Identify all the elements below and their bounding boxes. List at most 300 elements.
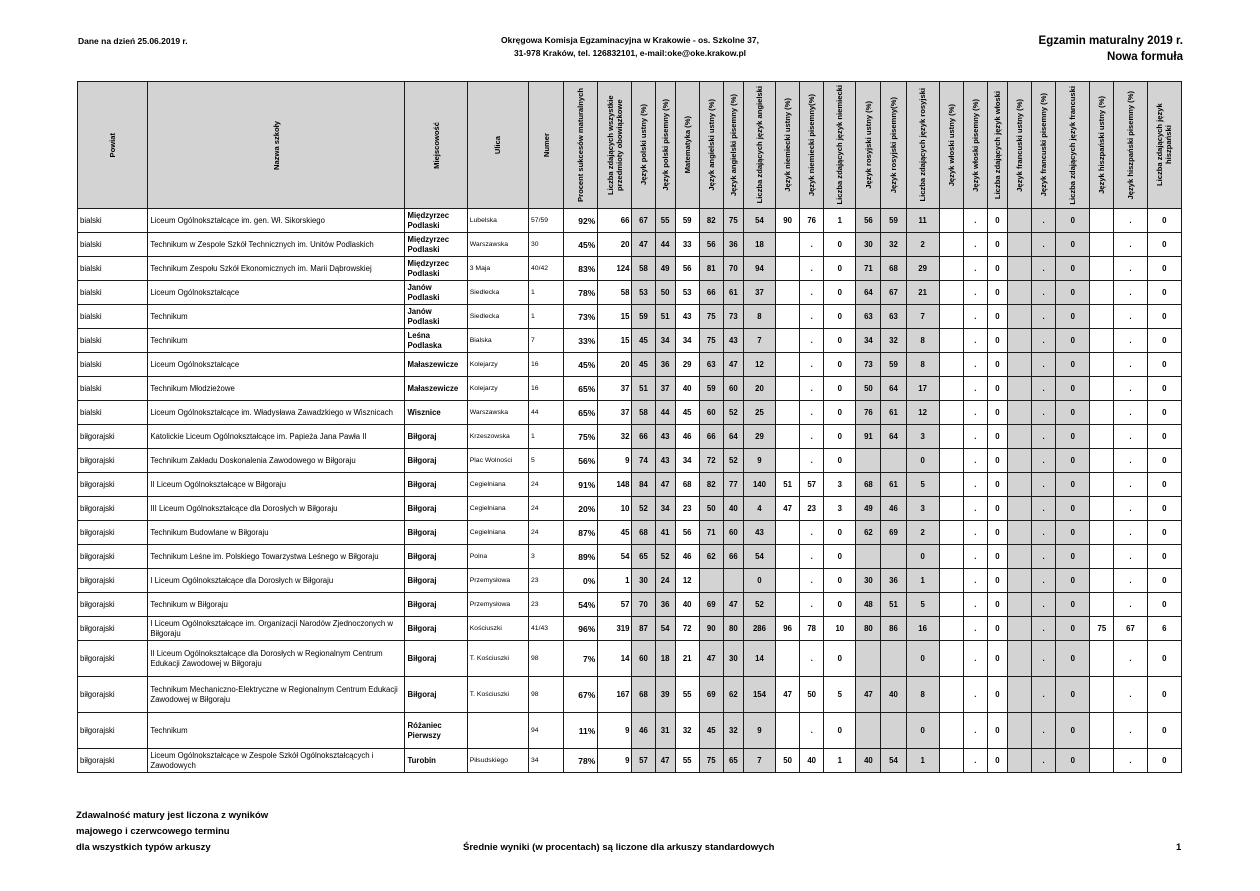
column-header-label: Liczba zdających język francuski [1068,85,1078,205]
table-cell: . [963,545,987,569]
column-header-label: Język hiszpański pisemny (%) [1125,90,1135,200]
table-cell: 33 [675,233,699,257]
table-cell: II Liceum Ogólnokształcące w Biłgoraju [148,473,405,497]
table-cell: 0 [987,569,1007,593]
table-cell: Liceum Ogólnokształcące [148,281,405,305]
table-cell: 0 [987,617,1007,641]
table-row [78,677,1182,713]
table-row [78,257,1182,281]
table-cell [1007,497,1031,521]
table-cell: 0 [906,713,939,749]
table-cell: . [963,353,987,377]
table-cell [1007,257,1031,281]
table-cell: 78% [564,281,598,305]
column-header-label: Matematyka (%) [682,116,692,174]
table-cell: 20% [564,497,598,521]
table-cell: 56 [675,257,699,281]
table-cell: Technikum [148,713,405,749]
table-cell: 36 [655,593,675,617]
column-header [881,82,906,209]
table-cell: 82 [699,209,723,233]
column-header-label: Język francuski pisemny (%) [1039,93,1049,197]
table-cell: Cegielniana [467,497,528,521]
table-cell: 0 [1147,521,1181,545]
table-cell: 0 [1147,449,1181,473]
column-header [699,82,723,209]
table-cell: . [800,425,824,449]
table-row [78,305,1182,329]
table-cell: 0 [987,593,1007,617]
table-cell: . [800,353,824,377]
table-cell: 62 [699,545,723,569]
table-cell: 18 [743,233,775,257]
table-cell: Warszawska [467,401,528,425]
table-cell: 0 [987,281,1007,305]
table-cell: . [800,281,824,305]
table-cell: 1 [824,209,856,233]
table-cell: 67 [632,209,655,233]
table-cell [1007,545,1031,569]
table-cell: bialski [78,353,148,377]
table-cell: 1 [906,569,939,593]
table-cell: bialski [78,281,148,305]
table-cell: 48 [856,593,881,617]
table-cell: 23 [675,497,699,521]
table-cell: 45 [632,329,655,353]
table-cell: 50 [699,497,723,521]
table-cell: 23 [529,593,564,617]
table-cell [939,353,963,377]
table-cell: 64 [881,377,906,401]
table-cell: 36 [723,233,743,257]
table-cell [1090,473,1114,497]
table-cell: 54 [743,545,775,569]
table-cell: 1 [529,281,564,305]
table-cell: 0 [1056,353,1090,377]
table-cell: 0 [1056,545,1090,569]
table-cell [939,305,963,329]
table-cell: 23 [529,569,564,593]
column-header [405,82,467,209]
table-cell: 0 [1147,677,1181,713]
column-header [564,82,598,209]
table-row [78,425,1182,449]
table-cell: 70 [723,257,743,281]
table-cell: 53 [632,281,655,305]
table-cell: 2 [906,521,939,545]
column-header-label: Liczba zdających język hiszpański [1155,103,1174,187]
table-row [78,521,1182,545]
table-cell: 62 [856,521,881,545]
table-cell: 66 [699,281,723,305]
table-row [78,401,1182,425]
table-cell: 0 [906,449,939,473]
table-cell: . [800,569,824,593]
table-row [78,473,1182,497]
table-cell [1007,593,1031,617]
table-cell: Technikum [148,329,405,353]
table-cell: Biłgoraj [405,641,467,677]
table-cell: 0 [1056,425,1090,449]
table-cell: . [800,713,824,749]
table-cell [776,545,800,569]
table-cell: 91 [856,425,881,449]
column-header [78,82,148,209]
table-cell: 124 [598,257,632,281]
table-cell: biłgorajski [78,569,148,593]
table-cell: 16 [529,353,564,377]
table-cell [723,569,743,593]
table-cell: . [963,209,987,233]
table-cell: 37 [598,401,632,425]
table-cell: 34 [856,329,881,353]
table-cell: Biłgoraj [405,617,467,641]
table-cell: 57/59 [529,209,564,233]
table-cell [776,377,800,401]
table-cell: 23 [800,497,824,521]
table-cell: biłgorajski [78,497,148,521]
table-cell [1090,749,1114,773]
table-cell: 0 [743,569,775,593]
table-cell: Technikum Zespołu Szkół Ekonomicznych im. Marii Dąbrowskiej [148,257,405,281]
table-cell [939,281,963,305]
table-cell [939,569,963,593]
table-cell [939,497,963,521]
table-cell: . [800,593,824,617]
column-header-label: Powiat [108,132,118,158]
table-cell: 45 [632,353,655,377]
table-cell: . [963,449,987,473]
table-cell: 0 [1056,209,1090,233]
column-header-label: Język polski pisemny (%) [660,99,670,191]
table-cell: 50 [800,677,824,713]
page-header-institution [430,34,830,60]
table-cell: 29 [675,353,699,377]
page-number: 1 [1176,842,1182,853]
table-cell: 9 [743,713,775,749]
table-cell [1090,401,1114,425]
exam-subtitle: Nowa formuła [1106,51,1183,63]
table-cell: Krzeszowska [467,425,528,449]
table-cell: 55 [675,749,699,773]
table-cell: . [1114,545,1147,569]
table-cell [1090,305,1114,329]
table-cell: 24 [529,497,564,521]
table-cell: 0 [1056,569,1090,593]
column-header-label: Język francuski ustny (%) [1015,98,1025,192]
table-cell: 52 [743,593,775,617]
table-cell: 36 [881,569,906,593]
table-cell: 87 [632,617,655,641]
table-cell [1007,401,1031,425]
table-cell: 40 [675,593,699,617]
table-cell: 43 [743,521,775,545]
table-cell: 71 [856,257,881,281]
table-cell: . [1114,425,1147,449]
table-cell: . [800,233,824,257]
table-cell: 0 [906,641,939,677]
table-cell: . [963,497,987,521]
table-cell: . [1032,305,1056,329]
table-cell: . [963,281,987,305]
table-cell: . [1114,593,1147,617]
table-cell: 57 [800,473,824,497]
table-cell [776,713,800,749]
table-cell: biłgorajski [78,713,148,749]
table-row [78,641,1182,677]
table-cell: . [1032,233,1056,257]
table-cell: 0 [1147,353,1181,377]
table-cell: 40 [675,377,699,401]
table-cell [939,593,963,617]
table-cell [1007,641,1031,677]
table-cell: 24 [655,569,675,593]
table-cell: biłgorajski [78,749,148,773]
table-cell: Turobin [405,749,467,773]
table-cell: 0 [1147,641,1181,677]
table-cell: 87% [564,521,598,545]
table-cell: 0 [1056,617,1090,641]
table-cell: 11% [564,713,598,749]
table-cell [856,545,881,569]
table-cell: 69 [699,677,723,713]
table-row [78,281,1182,305]
column-header [987,82,1007,209]
table-cell: 66 [598,209,632,233]
table-cell: 51 [776,473,800,497]
column-header-label: Ulica [493,135,503,155]
table-cell: 1 [529,425,564,449]
table-cell: 44 [529,401,564,425]
table-cell: . [1032,569,1056,593]
column-header-label: Procent sukcesów maturalnych [576,88,586,202]
table-cell [1007,749,1031,773]
table-cell: 7 [743,749,775,773]
table-cell [1007,209,1031,233]
table-cell: 80 [723,617,743,641]
table-cell: . [1114,641,1147,677]
table-cell: biłgorajski [78,449,148,473]
table-cell: Biłgoraj [405,473,467,497]
table-cell: 62 [723,677,743,713]
footer-note-line-2: majowego i czerwcowego terminu [76,826,230,837]
page-header-date: Dane na dzień 25.06.2019 r. [78,36,188,46]
table-cell: . [963,593,987,617]
table-cell [776,569,800,593]
table-cell: 51 [632,377,655,401]
table-cell: 43 [675,305,699,329]
table-cell: 0 [1056,449,1090,473]
table-cell [776,425,800,449]
table-cell: 68 [632,521,655,545]
table-cell: 0 [987,449,1007,473]
table-cell: 0 [987,473,1007,497]
table-cell: 0 [987,257,1007,281]
table-cell: 0 [987,677,1007,713]
column-header [598,82,632,209]
table-cell: . [963,521,987,545]
table-cell: 12 [743,353,775,377]
column-header [906,82,939,209]
table-cell: 0 [987,329,1007,353]
table-cell: 0 [1056,281,1090,305]
table-cell: 40 [800,749,824,773]
table-row [78,617,1182,641]
table-cell [1007,521,1031,545]
column-header-label: Język włoski pisemny (%) [970,98,980,192]
table-cell: I Liceum Ogólnokształcące dla Dorosłych w Biłgoraju [148,569,405,593]
table-cell: Liceum Ogólnokształcące im. Władysława Zawadzkiego w Wisznicach [148,401,405,425]
table-cell: 0 [1147,209,1181,233]
table-cell: 0 [1056,749,1090,773]
table-cell: . [1114,713,1147,749]
table-cell: 8 [906,677,939,713]
table-cell: . [1032,593,1056,617]
table-cell: Cegielniana [467,521,528,545]
table-cell [1007,617,1031,641]
table-cell: Technikum Młodzieżowe [148,377,405,401]
table-cell: Technikum Budowlane w Biłgoraju [148,521,405,545]
table-cell: 16 [906,617,939,641]
table-cell: 0 [906,545,939,569]
table-cell: 65% [564,377,598,401]
table-cell: 54% [564,593,598,617]
table-cell: 69 [699,593,723,617]
table-cell: 96% [564,617,598,641]
table-cell: 0 [824,329,856,353]
table-cell: T. Kościuszki [467,677,528,713]
table-cell: 57 [632,749,655,773]
table-cell: 5 [529,449,564,473]
table-cell: 61 [881,473,906,497]
table-cell: . [800,545,824,569]
table-cell: 18 [655,641,675,677]
table-cell: . [1032,281,1056,305]
table-cell: 59 [881,209,906,233]
table-cell: Technikum Mechaniczno-Elektryczne w Regionalnym Centrum Edukacji Zawodowej w Biłgoraju [148,677,405,713]
table-cell: 0 [987,749,1007,773]
table-cell: 82 [699,473,723,497]
table-cell: 0 [1147,401,1181,425]
table-cell: Katolickie Liceum Ogólnokształcące im. Papieża Jana Pawła II [148,425,405,449]
table-cell: Janów Podlaski [405,305,467,329]
table-cell: 64 [856,281,881,305]
table-row [78,209,1182,233]
table-cell [776,305,800,329]
table-cell: Biłgoraj [405,593,467,617]
table-cell: . [1114,353,1147,377]
table-cell: 0 [1147,545,1181,569]
table-cell: 44 [655,401,675,425]
page-header-exam [1039,33,1183,65]
table-cell: biłgorajski [78,545,148,569]
table-cell: 59 [699,377,723,401]
table-cell: . [963,233,987,257]
table-cell [776,257,800,281]
column-header [1147,82,1181,209]
table-cell: 37 [598,377,632,401]
column-header [1007,82,1031,209]
table-cell [939,473,963,497]
table-cell: Lubelska [467,209,528,233]
table-cell: biłgorajski [78,473,148,497]
table-cell: 0 [1147,713,1181,749]
table-cell: 11 [906,209,939,233]
table-cell: 84 [632,473,655,497]
table-cell: Biłgoraj [405,425,467,449]
table-cell: Warszawska [467,233,528,257]
table-cell: 63 [856,305,881,329]
table-cell: 0 [1056,257,1090,281]
table-cell: 32 [881,329,906,353]
table-cell: 0 [824,353,856,377]
table-cell: 0 [824,377,856,401]
table-cell [776,329,800,353]
table-cell: 92% [564,209,598,233]
table-cell: 30 [632,569,655,593]
table-cell: bialski [78,377,148,401]
table-cell: 90 [776,209,800,233]
table-cell: 74 [632,449,655,473]
table-cell [1090,569,1114,593]
column-header-label: Liczba zdających język włoski [992,90,1002,200]
column-header-label: Język niemiecki ustny (%) [783,98,793,192]
table-cell: . [1032,329,1056,353]
column-header [939,82,963,209]
footer-note [76,808,268,856]
table-cell: . [800,641,824,677]
institution-line-1: Okręgowa Komisja Egzaminacyjna w Krakowie - os. Szkolne 37, [501,35,759,45]
table-cell: 54 [598,545,632,569]
table-cell: . [1114,473,1147,497]
table-cell: . [1032,353,1056,377]
table-cell: 41 [655,521,675,545]
table-cell: . [1032,473,1056,497]
table-cell: Przemysłowa [467,569,528,593]
table-cell: 21 [675,641,699,677]
table-cell: 0 [1147,425,1181,449]
table-cell: 0 [987,209,1007,233]
column-header [632,82,655,209]
table-cell: 7 [743,329,775,353]
table-cell: 46 [675,545,699,569]
table-cell [939,617,963,641]
table-cell: 0 [987,401,1007,425]
table-cell: 1 [529,305,564,329]
table-cell: 37 [743,281,775,305]
table-cell: . [963,257,987,281]
table-cell [1007,329,1031,353]
table-cell: Wisznice [405,401,467,425]
table-cell [1090,497,1114,521]
column-header-label: Miejscowość [431,121,441,169]
table-cell [881,545,906,569]
table-cell [939,401,963,425]
table-cell: . [1114,749,1147,773]
table-cell: 0% [564,569,598,593]
table-cell [856,641,881,677]
table-cell [776,233,800,257]
table-cell: Biłgoraj [405,521,467,545]
table-cell: 37 [655,377,675,401]
table-cell: 56 [856,209,881,233]
table-cell: biłgorajski [78,677,148,713]
table-cell: Technikum [148,305,405,329]
table-cell: . [800,329,824,353]
table-cell: Bialska [467,329,528,353]
table-cell: 32 [598,425,632,449]
table-cell [939,521,963,545]
